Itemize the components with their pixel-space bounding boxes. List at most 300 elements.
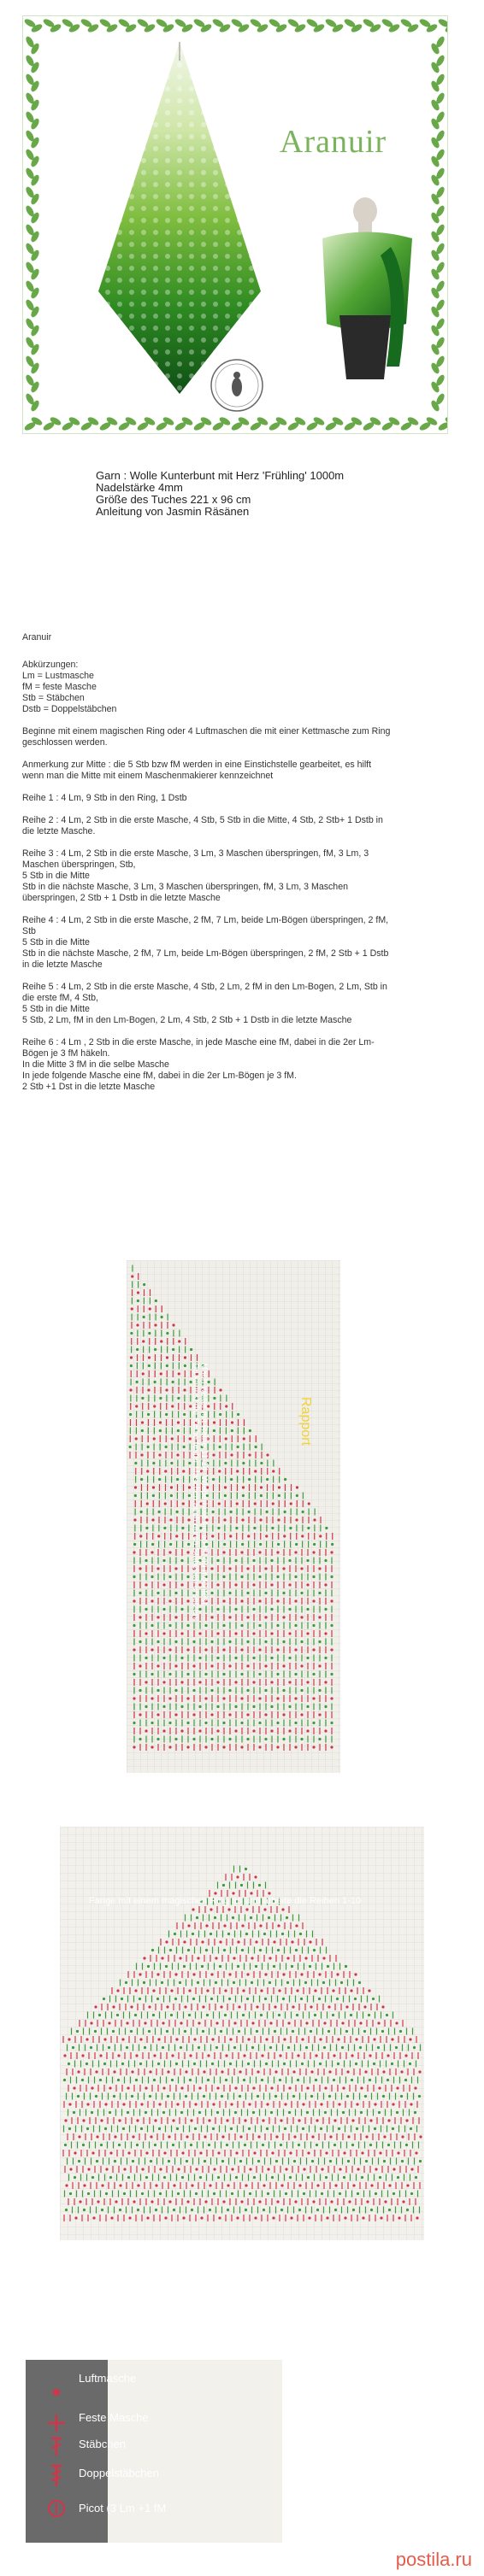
stitch-mark <box>119 2184 121 2186</box>
stitch-mark <box>204 1697 207 1699</box>
stitch-mark <box>193 2038 196 2040</box>
stitch-mark <box>153 2054 156 2057</box>
stitch-mark <box>74 2151 76 2154</box>
size-line: Größe des Tuches 221 x 96 cm <box>96 493 251 506</box>
stitch-mark <box>245 1908 248 1910</box>
stitch-mark <box>122 2127 125 2130</box>
stitch-mark <box>210 1738 213 1740</box>
stitch-mark <box>204 2135 206 2138</box>
stitch-mark <box>97 2200 99 2203</box>
stitch-mark <box>168 1599 171 1602</box>
stitch-mark <box>319 2063 322 2065</box>
stitch-mark <box>329 2160 332 2162</box>
stitch-mark <box>240 1648 243 1651</box>
stitch-mark <box>166 2030 168 2033</box>
stitch-mark <box>344 2216 346 2219</box>
stitch-mark <box>186 1648 189 1651</box>
stitch-mark <box>156 1664 159 1667</box>
stitch-mark <box>261 2054 263 2057</box>
stitch-mark <box>162 2046 164 2049</box>
stitch-mark <box>356 2127 358 2130</box>
stitch-mark <box>211 1534 214 1537</box>
stitch-mark <box>295 1543 298 1546</box>
row-6-line: In jede folgende Masche eine fM, dabei in die 2er Lm-Bögen je 3 fM. <box>22 1071 297 1081</box>
stitch-mark <box>86 2038 88 2040</box>
stitch-mark <box>302 1511 304 1513</box>
stitch-mark <box>228 1616 231 1618</box>
stitch-mark <box>108 2021 110 2024</box>
row-4-line: 5 Stb in die Mitte <box>22 937 90 948</box>
stitch-mark <box>202 2005 204 2008</box>
stitch-mark <box>222 1551 225 1553</box>
chart-caption: Fange mit einem magischen Ring an und arbeite die Reihen 1-10 <box>89 1896 361 1906</box>
stitch-mark <box>300 1664 303 1667</box>
stitch-mark <box>189 2054 192 2057</box>
stitch-mark <box>306 1657 309 1659</box>
stitch-mark <box>206 2014 209 2016</box>
stitch-mark <box>304 1981 307 1984</box>
stitch-mark <box>96 2135 98 2138</box>
stitch-mark <box>259 1949 262 1951</box>
stitch-mark <box>251 1981 253 1984</box>
stitch-mark <box>280 2184 283 2186</box>
stitch-mark <box>336 1973 339 1975</box>
stitch-mark <box>174 1973 177 1975</box>
stitch-mark <box>277 1518 280 1521</box>
stitch-mark <box>224 2014 227 2016</box>
stitch-mark <box>68 2127 71 2130</box>
stitch-mark <box>140 1453 143 1456</box>
stitch-mark <box>288 1632 291 1634</box>
stitch-mark <box>94 2030 97 2033</box>
stitch-mark <box>406 2184 409 2186</box>
intro-line: geschlossen werden. <box>22 737 108 748</box>
stitch-mark <box>239 2160 242 2162</box>
stitch-mark <box>223 1949 226 1951</box>
stitch-mark <box>318 1738 321 1740</box>
stitch-mark <box>73 2086 75 2089</box>
stitch-mark <box>246 1689 249 1692</box>
stitch-mark <box>154 1348 156 1351</box>
stitch-mark <box>227 1933 230 1935</box>
stitch-mark <box>198 1681 201 1683</box>
stitch-mark <box>239 2095 241 2098</box>
stitch-mark <box>299 1933 302 1935</box>
stitch-mark <box>79 2200 81 2203</box>
stitch-mark <box>248 1453 251 1456</box>
note-line: Anmerkung zur Mitte : die 5 Stb bzw fM werden in eine Einstichstelle gearbeitet, es hilft <box>22 760 372 770</box>
stitch-mark <box>133 1543 136 1546</box>
stitch-mark <box>260 1989 263 1992</box>
stitch-mark <box>227 2184 229 2186</box>
stitch-mark <box>235 2151 238 2154</box>
stitch-mark <box>295 1924 298 1927</box>
stitch-mark <box>152 1462 155 1464</box>
stitch-mark <box>168 1648 171 1651</box>
stitch-mark <box>209 2184 211 2186</box>
stitch-mark <box>192 1973 195 1975</box>
needle-line: Nadelstärke 4mm <box>96 481 183 494</box>
stitch-mark <box>293 2135 296 2138</box>
stitch-mark <box>225 2079 227 2081</box>
stitch-mark <box>243 2054 245 2057</box>
stitch-mark <box>205 1924 208 1927</box>
row-4-line: in die letzte Masche <box>22 959 103 970</box>
stitch-mark <box>267 2192 269 2195</box>
stitch-mark <box>230 1511 233 1513</box>
stitch-mark <box>286 1981 289 1984</box>
stitch-mark <box>332 2014 334 2016</box>
stitch-mark <box>252 1729 255 1732</box>
stitch-mark <box>319 1534 322 1537</box>
stitch-mark <box>132 2135 134 2138</box>
stitch-mark <box>162 1729 165 1732</box>
dot-icon <box>53 2389 60 2396</box>
stitch-mark <box>190 2119 192 2121</box>
stitch-mark <box>127 2111 129 2114</box>
stitch-mark <box>404 2079 407 2081</box>
stitch-mark <box>241 1518 244 1521</box>
stitch-mark <box>185 2070 187 2073</box>
stitch-mark <box>354 1973 357 1975</box>
stitch-mark <box>306 1559 309 1562</box>
stitch-mark <box>153 2079 156 2081</box>
stitch-mark <box>133 1673 135 1675</box>
stitch-mark <box>222 1576 225 1578</box>
stitch-mark <box>227 2209 229 2211</box>
stitch-mark <box>140 2127 143 2130</box>
stitch-mark <box>387 2079 389 2081</box>
row-1-line: Reihe 1 : 4 Lm, 9 Stb in den Ring, 1 Dstb <box>22 793 187 803</box>
stitch-mark <box>254 2216 257 2219</box>
stitch-mark <box>170 1989 173 1992</box>
stitch-mark <box>130 1356 133 1358</box>
stitch-mark <box>258 1599 261 1602</box>
stitch-mark <box>260 1462 263 1464</box>
stitch-mark <box>395 2021 398 2024</box>
stitch-mark <box>115 2200 117 2203</box>
stitch-mark <box>239 2135 242 2138</box>
stitch-mark <box>148 1332 151 1335</box>
stitch-mark <box>152 1494 155 1497</box>
stitch-mark <box>216 1583 219 1586</box>
stitch-mark <box>192 1640 195 1643</box>
stitch-mark <box>343 2176 345 2179</box>
stitch-mark <box>339 2192 341 2195</box>
stitch-mark <box>164 1470 167 1472</box>
stitch-mark <box>228 1689 231 1692</box>
stitch-mark <box>381 2005 384 2008</box>
stitch-mark <box>222 1722 225 1724</box>
stitch-mark <box>310 2095 313 2098</box>
stitch-mark <box>123 2192 126 2195</box>
stitch-mark <box>230 2103 233 2105</box>
stitch-mark <box>258 1722 261 1724</box>
stitch-mark <box>109 2176 112 2179</box>
stitch-mark <box>162 1705 165 1708</box>
stitch-mark <box>186 1599 189 1602</box>
stitch-mark <box>290 1502 292 1505</box>
stitch-mark <box>139 1567 141 1570</box>
stitch-mark <box>324 1729 327 1732</box>
stitch-mark <box>328 2095 331 2098</box>
stitch-mark <box>242 1989 245 1992</box>
stitch-mark <box>148 1356 151 1358</box>
stitch-mark <box>259 1518 262 1521</box>
stitch-mark <box>276 1746 279 1748</box>
stitch-mark <box>164 2216 167 2219</box>
stitch-mark <box>159 2192 162 2195</box>
stitch-mark <box>159 1429 162 1432</box>
row-3-line: Maschen überspringen, Stb, <box>22 860 136 870</box>
stitch-mark <box>207 2054 210 2057</box>
stitch-mark <box>72 2046 74 2049</box>
stitch-mark <box>333 2144 336 2146</box>
stitch-mark <box>210 1567 213 1570</box>
stitch-mark <box>180 1608 183 1611</box>
stitch-mark <box>141 1397 144 1399</box>
stitch-mark <box>151 1746 153 1748</box>
stitch-mark <box>64 2144 67 2146</box>
stitch-mark <box>142 1372 145 1375</box>
legend-panel <box>26 2360 282 2543</box>
stitch-mark <box>284 1478 286 1481</box>
stitch-mark <box>296 1494 298 1497</box>
stitch-mark <box>316 2209 319 2211</box>
stitch-mark <box>189 2079 192 2081</box>
stitch-mark <box>272 1470 274 1472</box>
stitch-mark <box>410 2103 412 2105</box>
stitch-mark <box>236 2216 239 2219</box>
stitch-mark <box>351 2144 354 2146</box>
stitch-mark <box>114 2160 116 2162</box>
stitch-mark <box>204 1648 207 1651</box>
stitch-mark <box>282 1738 285 1740</box>
stitch-mark <box>186 2160 188 2162</box>
stitch-mark <box>276 1551 279 1553</box>
stitch-mark <box>180 1583 183 1586</box>
abbreviation-item: Lm = Lustmasche <box>22 671 94 681</box>
stitch-mark <box>392 2127 394 2130</box>
stitch-mark <box>181 1527 184 1529</box>
stitch-mark <box>145 1681 147 1683</box>
stitch-mark <box>225 2054 227 2057</box>
stitch-mark <box>264 1973 267 1975</box>
stitch-mark <box>160 1340 162 1342</box>
stitch-mark <box>252 1657 255 1659</box>
stitch-mark <box>180 2086 183 2089</box>
stitch-mark <box>188 1462 191 1464</box>
note-line: wenn man die Mitte mit einem Maschenmakierer kennzeichnet <box>22 771 274 781</box>
stitch-mark <box>174 1664 177 1667</box>
stitch-mark <box>410 2127 412 2130</box>
stitch-mark <box>252 2086 255 2089</box>
stitch-mark <box>170 1494 173 1497</box>
stitch-mark <box>158 1453 161 1456</box>
stitch-mark <box>234 1583 237 1586</box>
stitch-mark <box>190 1348 192 1351</box>
stitch-mark <box>114 2135 116 2138</box>
stitch-mark <box>151 1543 154 1546</box>
stitch-mark <box>228 1592 231 1594</box>
stitch-mark <box>200 2216 203 2219</box>
stitch-mark <box>212 2127 215 2130</box>
stitch-mark <box>288 2086 291 2089</box>
stitch-mark <box>154 1381 156 1383</box>
stitch-mark <box>210 1973 213 1975</box>
stitch-mark <box>193 2063 196 2065</box>
stitch-mark <box>316 2184 319 2186</box>
stitch-mark <box>172 2119 174 2121</box>
stitch-mark <box>133 1624 135 1627</box>
stitch-mark <box>185 2095 187 2098</box>
stitch-mark <box>238 2005 240 2008</box>
stitch-mark <box>309 1940 311 1943</box>
stitch-mark <box>139 1664 141 1667</box>
stitch-mark <box>210 1933 212 1935</box>
stitch-mark <box>168 2135 170 2138</box>
crochet-chart-start <box>60 1827 424 2240</box>
row-4-line: Stb <box>22 926 36 936</box>
stitch-mark <box>292 2030 294 2033</box>
stitch-mark <box>216 1608 219 1611</box>
stitch-mark <box>210 1713 213 1716</box>
stitch-mark <box>272 1502 274 1505</box>
stitch-mark <box>419 2135 422 2138</box>
stitch-mark <box>264 1640 267 1643</box>
stitch-mark <box>83 2184 86 2186</box>
stitch-mark <box>278 1486 280 1488</box>
stitch-mark <box>245 1868 247 1870</box>
stitch-mark <box>361 2151 363 2154</box>
stitch-mark <box>343 2151 345 2154</box>
stitch-mark <box>321 2192 323 2195</box>
stitch-mark <box>267 2168 269 2170</box>
stitch-mark <box>386 2014 388 2016</box>
stitch-mark <box>145 2111 147 2114</box>
stitch-mark <box>216 2086 219 2089</box>
stitch-mark <box>167 2070 169 2073</box>
stitch-mark <box>237 1965 239 1968</box>
shawl-photo <box>90 35 269 402</box>
stitch-mark <box>181 2151 184 2154</box>
stitch-mark <box>387 2144 390 2146</box>
stitch-mark <box>284 1511 286 1513</box>
stitch-mark <box>216 1559 219 1562</box>
stitch-mark <box>194 2127 197 2130</box>
stitch-mark <box>158 1511 161 1513</box>
stitch-mark <box>234 2086 237 2089</box>
stitch-mark <box>134 1486 137 1488</box>
stitch-mark <box>288 1681 291 1683</box>
stitch-mark <box>141 1429 144 1432</box>
stitch-mark <box>174 1689 177 1692</box>
stitch-mark <box>295 1949 298 1951</box>
stitch-mark <box>400 2070 403 2073</box>
stitch-mark <box>377 2021 380 2024</box>
stitch-mark <box>258 1551 261 1553</box>
stitch-mark <box>147 1413 150 1416</box>
stitch-mark <box>188 2014 191 2016</box>
stitch-mark <box>63 2054 66 2057</box>
stitch-mark <box>301 2038 304 2040</box>
stitch-mark <box>298 2119 300 2121</box>
stitch-mark <box>169 1949 172 1951</box>
stitch-mark <box>354 1998 357 2000</box>
stitch-mark <box>169 1543 172 1546</box>
stitch-mark <box>113 2070 115 2073</box>
stitch-mark <box>194 2103 197 2105</box>
stitch-mark <box>141 1421 144 1423</box>
stitch-mark <box>173 2184 175 2186</box>
stitch-mark <box>324 1657 327 1659</box>
pattern-title: Aranuir <box>22 632 52 643</box>
stitch-mark <box>382 2070 385 2073</box>
stitch-mark <box>199 2176 202 2179</box>
stitch-mark <box>139 1534 142 1537</box>
stitch-mark <box>240 1673 243 1675</box>
stitch-mark <box>153 1437 156 1440</box>
stitch-mark <box>318 1592 321 1594</box>
leaf-icon <box>437 17 447 28</box>
stitch-mark <box>73 2111 75 2114</box>
stitch-mark <box>204 1673 207 1675</box>
stitch-mark <box>300 1592 303 1594</box>
stitch-mark <box>297 2079 299 2081</box>
stitch-mark <box>234 1729 237 1732</box>
stitch-mark <box>151 1599 153 1602</box>
stitch-mark <box>247 1534 250 1537</box>
stitch-mark <box>151 1949 154 1951</box>
stitch-mark <box>379 2151 381 2154</box>
stitch-mark <box>333 2119 336 2121</box>
stitch-mark <box>258 1746 261 1748</box>
stitch-mark <box>345 1965 347 1968</box>
stitch-mark <box>338 2127 340 2130</box>
stitch-mark <box>230 1453 233 1456</box>
stitch-mark <box>130 1364 133 1367</box>
stitch-mark <box>182 1502 185 1505</box>
stitch-mark <box>154 2119 156 2121</box>
stitch-mark <box>145 1632 147 1634</box>
stitch-mark <box>112 2005 115 2008</box>
stitch-mark <box>133 1576 135 1578</box>
stitch-mark <box>197 1957 199 1959</box>
stitch-mark <box>166 1332 168 1335</box>
stitch-mark <box>127 2176 130 2179</box>
stitch-mark <box>288 2111 291 2114</box>
stitch-mark <box>373 2038 375 2040</box>
row-2-line: die letzte Masche. <box>22 826 96 836</box>
stitch-mark <box>195 2168 198 2170</box>
stitch-mark <box>240 1697 243 1699</box>
stitch-mark <box>103 2038 106 2040</box>
stitch-mark <box>318 1567 321 1570</box>
stitch-mark <box>341 2021 344 2024</box>
stitch-mark <box>263 1933 266 1935</box>
stitch-mark <box>220 2005 222 2008</box>
stitch-mark <box>146 1502 149 1505</box>
stitch-mark <box>174 1933 176 1935</box>
stitch-mark <box>241 1924 244 1927</box>
stitch-mark <box>77 2095 80 2098</box>
stitch-mark <box>254 1502 257 1505</box>
stitch-mark <box>145 1705 147 1708</box>
stitch-mark <box>190 2144 192 2146</box>
stitch-mark <box>186 1576 189 1578</box>
stitch-mark <box>264 1616 267 1618</box>
stitch-mark <box>229 2063 232 2065</box>
